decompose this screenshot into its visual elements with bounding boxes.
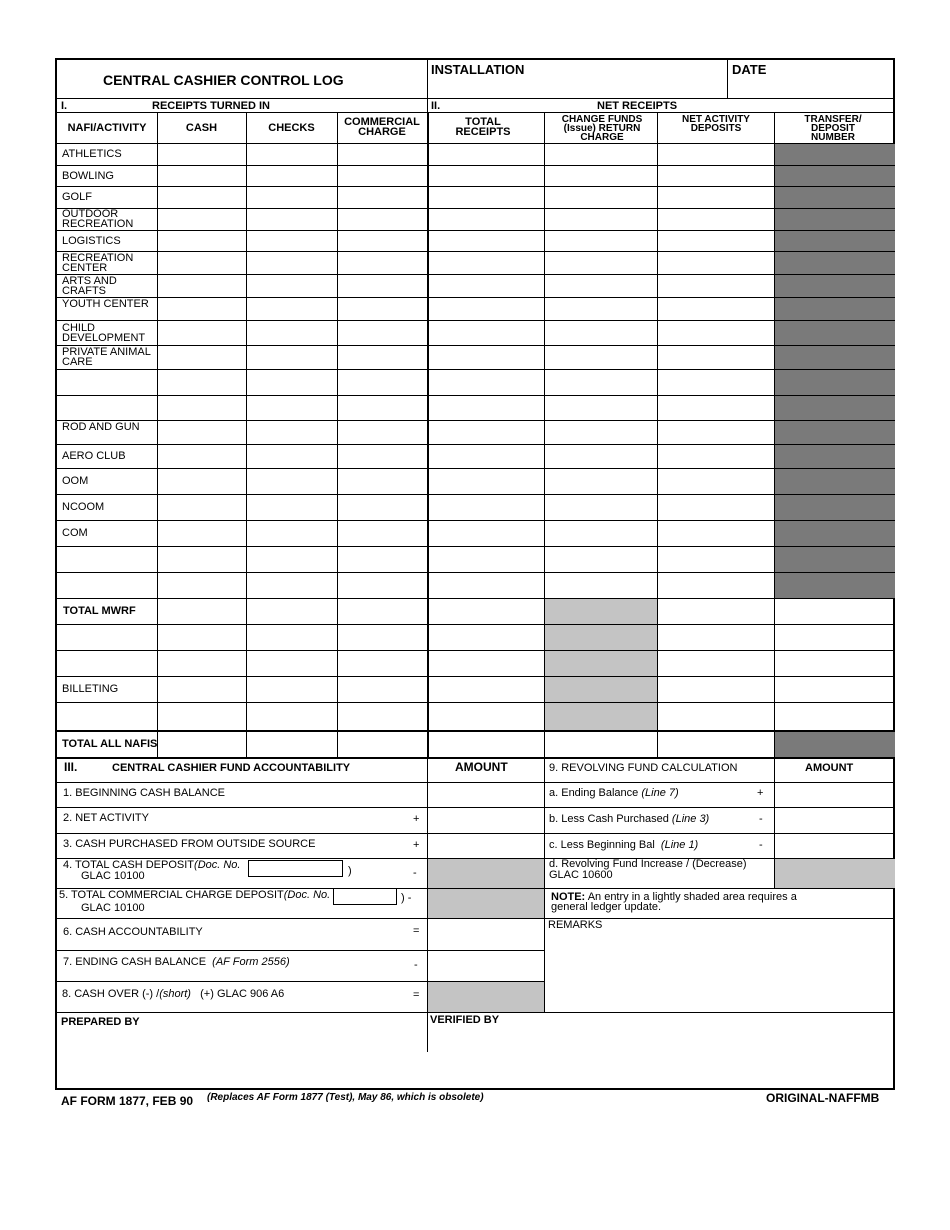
- table-cell[interactable]: [428, 252, 543, 273]
- date-field[interactable]: [767, 78, 887, 94]
- table-cell[interactable]: [247, 599, 336, 623]
- table-cell[interactable]: [247, 321, 336, 344]
- table-cell[interactable]: [338, 651, 426, 675]
- table-cell[interactable]: [338, 599, 426, 623]
- table-cell[interactable]: [247, 469, 336, 493]
- rev-c-amount-input[interactable]: [776, 835, 894, 857]
- table-cell[interactable]: [545, 547, 656, 571]
- amount-1-input[interactable]: [429, 784, 543, 806]
- rev-b-label: b. Less Cash Purchased (Line 3): [549, 813, 710, 825]
- table-cell[interactable]: [428, 547, 543, 571]
- table-cell[interactable]: [247, 573, 336, 597]
- table-cell[interactable]: [428, 703, 543, 729]
- table-cell[interactable]: [545, 370, 656, 394]
- dark-shade-transfer: [774, 143, 895, 598]
- table-cell[interactable]: [247, 625, 336, 649]
- table-cell[interactable]: [247, 521, 336, 545]
- table-cell[interactable]: [158, 209, 245, 229]
- activity-row-label: ATHLETICS: [62, 148, 122, 160]
- table-cell[interactable]: [428, 469, 543, 493]
- table-cell[interactable]: [545, 599, 656, 623]
- amount-divider: [544, 757, 545, 1012]
- table-cell[interactable]: [428, 731, 543, 756]
- table-cell[interactable]: [658, 321, 773, 344]
- table-cell[interactable]: [158, 275, 245, 296]
- rev-b-amount-input[interactable]: [776, 809, 894, 831]
- table-cell[interactable]: [658, 521, 773, 545]
- table-cell[interactable]: [428, 396, 543, 419]
- amount-6-input[interactable]: [429, 920, 543, 949]
- activity-row-label: ARTS AND CRAFTS: [62, 275, 117, 297]
- table-cell[interactable]: [247, 731, 336, 756]
- replaces-note: (Replaces AF Form 1877 (Test), May 86, which is obsolete): [207, 1092, 484, 1103]
- revolving-title: 9. REVOLVING FUND CALCULATION: [549, 762, 738, 774]
- verified-by-label: VERIFIED BY: [430, 1014, 500, 1026]
- activity-row-label: OUTDOOR RECREATION: [62, 208, 134, 230]
- table-cell[interactable]: [428, 677, 543, 701]
- activity-row-label: AERO CLUB: [62, 450, 126, 462]
- rev-a-op: +: [757, 787, 764, 799]
- rev-a-amount-input[interactable]: [776, 784, 894, 806]
- col-cash: CASH: [185, 122, 218, 134]
- table-cell[interactable]: [658, 445, 773, 467]
- item-3-label: 3. CASH PURCHASED FROM OUTSIDE SOURCE: [63, 838, 316, 850]
- subheader-rule: [57, 112, 895, 113]
- form-number: AF FORM 1877, FEB 90: [61, 1094, 194, 1108]
- table-cell[interactable]: [338, 521, 426, 545]
- item-5-glac: GLAC 10100: [81, 902, 145, 914]
- section-3-numeral: III.: [64, 760, 78, 774]
- table-cell[interactable]: [158, 370, 245, 394]
- table-cell[interactable]: [247, 703, 336, 729]
- table-cell[interactable]: [545, 346, 656, 368]
- activity-row-label: PRIVATE ANIMAL CARE: [62, 346, 151, 368]
- table-cell[interactable]: [338, 421, 426, 443]
- section-3-title: CENTRAL CASHIER FUND ACCOUNTABILITY: [112, 762, 351, 774]
- table-cell[interactable]: [545, 298, 656, 319]
- item-8-op: =: [413, 989, 420, 1001]
- table-cell[interactable]: [338, 275, 426, 296]
- table-cell[interactable]: [247, 370, 336, 394]
- table-cell[interactable]: [158, 144, 245, 164]
- table-cell[interactable]: [428, 144, 543, 164]
- table-cell[interactable]: [338, 731, 426, 756]
- table-cell[interactable]: [428, 166, 543, 185]
- table-cell[interactable]: [158, 445, 245, 467]
- table-cell[interactable]: [158, 677, 245, 701]
- remarks-field[interactable]: [549, 934, 889, 1008]
- activity-row-label: ROD AND GUN: [62, 421, 140, 433]
- item-6-label: 6. CASH ACCOUNTABILITY: [63, 926, 203, 938]
- table-cell[interactable]: [658, 495, 773, 519]
- item-4-glac: GLAC 10100: [81, 870, 145, 882]
- rev-d-label: d. Revolving Fund Increase / (Decrease): [549, 858, 747, 870]
- section-2-numeral: II.: [431, 100, 441, 112]
- col-nafi-activity: NAFI/ACTIVITY: [67, 122, 147, 134]
- item-3-op: +: [413, 839, 420, 851]
- copy-designation: ORIGINAL-NAFFMB: [766, 1091, 880, 1105]
- table-cell[interactable]: [545, 187, 656, 207]
- item-6-op: =: [413, 925, 420, 937]
- table-cell[interactable]: [545, 396, 656, 419]
- item-4-doc-no-input[interactable]: [248, 860, 343, 877]
- table-cell[interactable]: [428, 187, 543, 207]
- table-cell[interactable]: [545, 445, 656, 467]
- header-rule: [57, 98, 895, 99]
- item-1-label: 1. BEGINNING CASH BALANCE: [63, 787, 225, 799]
- table-cell[interactable]: [338, 445, 426, 467]
- table-cell[interactable]: [338, 231, 426, 250]
- table-cell[interactable]: [428, 321, 543, 344]
- table-cell[interactable]: [158, 731, 245, 756]
- table-cell[interactable]: [247, 495, 336, 519]
- table-cell[interactable]: [338, 346, 426, 368]
- item-7-op: -: [414, 959, 418, 971]
- item-4-close: ): [348, 865, 352, 877]
- s3-rule-7: [57, 950, 545, 951]
- item-5-close: ) -: [401, 892, 412, 904]
- table-cell[interactable]: [428, 521, 543, 545]
- table-cell[interactable]: [158, 547, 245, 571]
- table-cell[interactable]: [658, 231, 773, 250]
- item-7-label: 7. ENDING CASH BALANCE (AF Form 2556): [63, 956, 290, 968]
- table-cell[interactable]: [658, 731, 773, 756]
- section-1-title: RECEIPTS TURNED IN: [152, 100, 270, 112]
- activity-row-label: CHILD DEVELOPMENT: [62, 322, 146, 344]
- installation-field[interactable]: [467, 78, 717, 94]
- table-cell[interactable]: [658, 421, 773, 443]
- table-cell[interactable]: [338, 703, 426, 729]
- table-cell[interactable]: [338, 469, 426, 493]
- table-cell[interactable]: [545, 421, 656, 443]
- table-cell[interactable]: [658, 469, 773, 493]
- table-cell[interactable]: [545, 495, 656, 519]
- table-cell[interactable]: [158, 166, 245, 185]
- section-2-title: NET RECEIPTS: [597, 100, 678, 112]
- section-3-amount-label: AMOUNT: [455, 760, 508, 774]
- table-cell[interactable]: [428, 495, 543, 519]
- table-cell[interactable]: [158, 298, 245, 319]
- activity-row-label: BOWLING: [62, 170, 114, 182]
- rev-b-op: -: [759, 813, 763, 825]
- table-cell[interactable]: [338, 252, 426, 273]
- activity-row-label: LOGISTICS: [62, 235, 121, 247]
- rev-d-glac: GLAC 10600: [549, 869, 613, 881]
- rev-a-label: a. Ending Balance (Line 7): [549, 787, 679, 799]
- table-cell[interactable]: [658, 651, 773, 675]
- table-cell[interactable]: [338, 396, 426, 419]
- s3-rule-6: [57, 918, 895, 919]
- revolving-amount-label: AMOUNT: [805, 762, 854, 774]
- table-cell[interactable]: [247, 298, 336, 319]
- table-cell[interactable]: [428, 573, 543, 597]
- table-cell[interactable]: [247, 209, 336, 229]
- table-cell[interactable]: [247, 231, 336, 250]
- col-net-activity-deposits: NET ACTIVITY DEPOSITS: [682, 114, 750, 134]
- amount-2-input[interactable]: [429, 809, 543, 831]
- table-cell[interactable]: [428, 275, 543, 296]
- table-cell[interactable]: [247, 651, 336, 675]
- table-cell[interactable]: [338, 321, 426, 344]
- item-4-op: -: [413, 867, 417, 879]
- shade-amount-5: [428, 889, 544, 918]
- table-cell[interactable]: [158, 573, 245, 597]
- s3-rule-3: [57, 833, 895, 834]
- table-cell[interactable]: [338, 144, 426, 164]
- table-cell[interactable]: [658, 396, 773, 419]
- table-cell[interactable]: [545, 252, 656, 273]
- table-cell[interactable]: [658, 547, 773, 571]
- table-cell[interactable]: [658, 187, 773, 207]
- s3-rule-2: [57, 807, 895, 808]
- section-3-rule: [57, 757, 895, 759]
- verified-by-field[interactable]: [431, 1030, 891, 1086]
- table-cell[interactable]: [428, 445, 543, 467]
- table-cell[interactable]: [247, 252, 336, 273]
- shade-rev-d: [775, 859, 895, 888]
- table-cell[interactable]: [158, 703, 245, 729]
- table-cell[interactable]: [658, 625, 773, 649]
- dark-shade-total-nafis: [774, 730, 895, 757]
- table-cell[interactable]: [545, 321, 656, 344]
- remarks-label: REMARKS: [548, 919, 603, 931]
- activity-row-label: YOUTH CENTER: [62, 298, 149, 310]
- signature-rule: [57, 1012, 895, 1013]
- col-checks: CHECKS: [268, 122, 315, 134]
- table-cell[interactable]: [545, 275, 656, 296]
- table-cell[interactable]: [247, 187, 336, 207]
- col-change-funds: CHANGE FUNDS (Issue) RETURN CHARGE: [561, 114, 643, 143]
- table-cell[interactable]: [158, 625, 245, 649]
- col-commercial-charge: COMMERCIAL CHARGE: [344, 116, 420, 138]
- table-cell[interactable]: [428, 231, 543, 250]
- table-cell[interactable]: [658, 677, 773, 701]
- item-2-op: +: [413, 813, 420, 825]
- section-1-numeral: I.: [61, 100, 68, 112]
- table-cell[interactable]: [658, 599, 773, 623]
- form-frame: [55, 58, 895, 1090]
- table-cell[interactable]: [247, 346, 336, 368]
- item-5-doc-no-input[interactable]: [333, 888, 397, 905]
- table-cell[interactable]: [658, 298, 773, 319]
- table-cell[interactable]: [338, 495, 426, 519]
- table-cell[interactable]: [545, 651, 656, 675]
- table-cell[interactable]: [658, 166, 773, 185]
- table-cell[interactable]: [545, 231, 656, 250]
- table-cell[interactable]: [658, 346, 773, 368]
- table-cell[interactable]: [158, 231, 245, 250]
- table-cell[interactable]: [247, 396, 336, 419]
- shade-amount-8: [428, 982, 544, 1012]
- table-cell[interactable]: [658, 252, 773, 273]
- table-cell[interactable]: [338, 547, 426, 571]
- s3-rule-1: [57, 782, 895, 783]
- table-cell[interactable]: [338, 187, 426, 207]
- table-cell[interactable]: [658, 209, 773, 229]
- table-cell[interactable]: [247, 421, 336, 443]
- table-cell[interactable]: [428, 599, 543, 623]
- table-cell[interactable]: [428, 625, 543, 649]
- shade-amount-4: [428, 859, 544, 888]
- activity-row-label: OOM: [62, 475, 89, 487]
- table-cell[interactable]: [158, 599, 245, 623]
- table-cell[interactable]: [338, 370, 426, 394]
- item-8-label: 8. CASH OVER (-) /(short) (+) GLAC 906 A6: [62, 988, 285, 1000]
- col-transfer-deposit-number: TRANSFER/ DEPOSIT NUMBER: [804, 114, 862, 143]
- table-cell[interactable]: [338, 625, 426, 649]
- shading-note: NOTE: An entry in a lightly shaded area requires a general ledger update.: [551, 891, 797, 913]
- table-cell[interactable]: [428, 651, 543, 675]
- table-cell[interactable]: [428, 370, 543, 394]
- activity-row-label: NCOOM: [62, 501, 105, 513]
- rev-c-op: -: [759, 839, 763, 851]
- item-5-label: 5. TOTAL COMMERCIAL CHARGE DEPOSIT(Doc. No.: [59, 889, 331, 901]
- table-cell[interactable]: [158, 346, 245, 368]
- prepared-by-field[interactable]: [61, 1032, 423, 1086]
- table-cell[interactable]: [545, 144, 656, 164]
- form-title: CENTRAL CASHIER CONTROL LOG: [103, 72, 344, 88]
- table-cell[interactable]: [338, 573, 426, 597]
- table-cell[interactable]: [428, 421, 543, 443]
- table-cell[interactable]: [158, 495, 245, 519]
- table-cell[interactable]: [247, 677, 336, 701]
- table-cell[interactable]: [158, 521, 245, 545]
- table-cell[interactable]: [158, 421, 245, 443]
- table-cell[interactable]: [658, 275, 773, 296]
- table-cell[interactable]: [247, 445, 336, 467]
- table-cell[interactable]: [247, 144, 336, 164]
- table-cell[interactable]: [545, 521, 656, 545]
- col-total-receipts: TOTAL RECEIPTS: [455, 116, 511, 138]
- table-cell[interactable]: [338, 298, 426, 319]
- table-cell[interactable]: [338, 209, 426, 229]
- item-2-label: 2. NET ACTIVITY: [63, 812, 149, 824]
- table-cell[interactable]: [545, 731, 656, 756]
- table-cell[interactable]: [428, 209, 543, 229]
- table-cell[interactable]: [545, 166, 656, 185]
- activity-row-label: COM: [62, 527, 88, 539]
- date-label: DATE: [732, 62, 767, 77]
- table-cell[interactable]: [158, 396, 245, 419]
- table-cell[interactable]: [545, 573, 656, 597]
- rev-c-label: c. Less Beginning Bal (Line 1): [549, 839, 699, 851]
- item-4-label: 4. TOTAL CASH DEPOSIT(Doc. No.: [63, 859, 241, 871]
- activity-row-label: TOTAL MWRF: [63, 605, 136, 617]
- amount-3-input[interactable]: [429, 835, 543, 857]
- table-cell[interactable]: [338, 166, 426, 185]
- activity-row-label: BILLETING: [62, 683, 119, 695]
- table-cell[interactable]: [158, 187, 245, 207]
- table-cell[interactable]: [428, 346, 543, 368]
- prepared-by-label: PREPARED BY: [61, 1016, 140, 1028]
- table-cell[interactable]: [658, 370, 773, 394]
- table-cell[interactable]: [247, 166, 336, 185]
- installation-label: INSTALLATION: [431, 62, 525, 77]
- date-divider: [727, 60, 728, 98]
- table-cell[interactable]: [658, 573, 773, 597]
- table-cell[interactable]: [545, 469, 656, 493]
- activity-row-label: TOTAL ALL NAFIS: [62, 738, 158, 750]
- table-cell[interactable]: [158, 252, 245, 273]
- table-cell[interactable]: [158, 321, 245, 344]
- amount-7-input[interactable]: [429, 952, 543, 980]
- table-cell[interactable]: [545, 209, 656, 229]
- table-cell[interactable]: [545, 677, 656, 701]
- table-cell[interactable]: [658, 144, 773, 164]
- table-cell[interactable]: [158, 651, 245, 675]
- table-cell[interactable]: [158, 469, 245, 493]
- table-cell[interactable]: [658, 703, 773, 729]
- table-cell[interactable]: [545, 703, 656, 729]
- activity-row-label: GOLF: [62, 191, 92, 203]
- table-cell[interactable]: [247, 547, 336, 571]
- activity-row-label: RECREATION CENTER: [62, 252, 134, 274]
- table-cell[interactable]: [428, 298, 543, 319]
- table-cell[interactable]: [247, 275, 336, 296]
- table-cell[interactable]: [545, 625, 656, 649]
- table-cell[interactable]: [338, 677, 426, 701]
